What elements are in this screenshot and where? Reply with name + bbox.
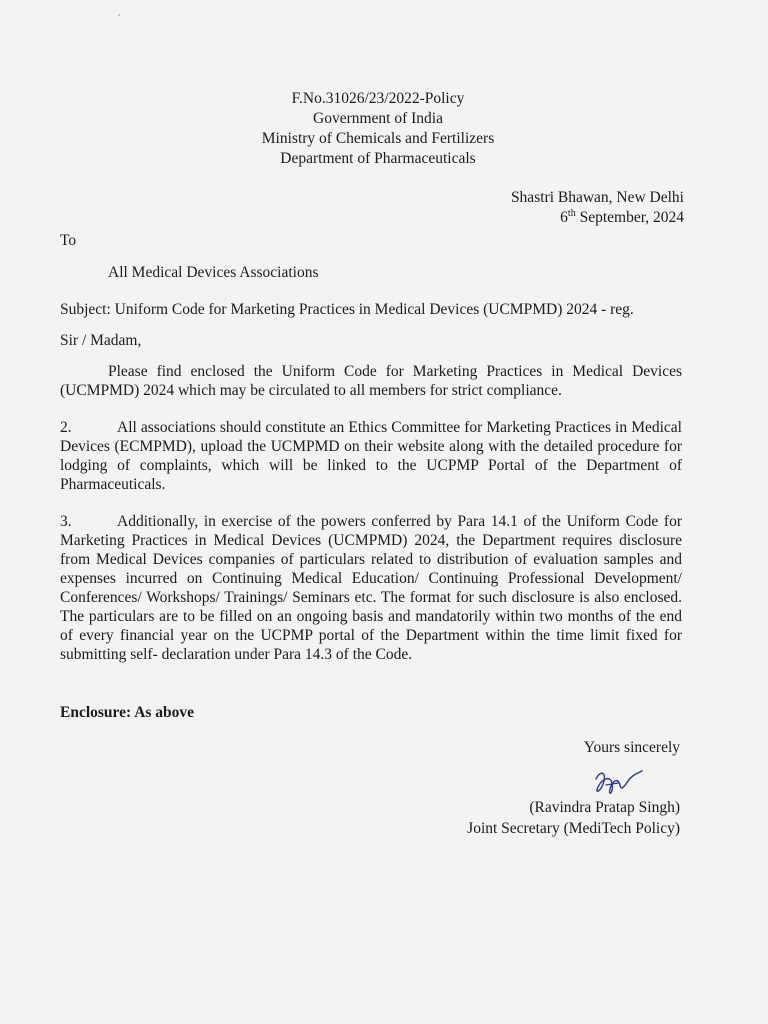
file-number: F.No.31026/23/2022-Policy	[291, 90, 465, 107]
paragraph-3	[60, 512, 682, 664]
scan-speck	[118, 14, 120, 16]
to-label: To	[60, 232, 77, 249]
paragraph-2-number: 2.	[60, 419, 72, 436]
paragraph-2-text: All associations should constitute an Ethics Committee for Marketing Practices in Medical Devices (ECMPMD), upload the UCMPMD on their website along with the detailed procedure for lodging of complaints, which will be linked to the UCPMP Portal of the Department of Pharmaceuticals.	[60, 419, 682, 493]
ministry-line: Ministry of Chemicals and Fertilizers	[261, 130, 495, 147]
paragraph-1: Please find enclosed the Uniform Code for Marketing Practices in Medical Devices (UCMPMD) 2024 which may be circulated to all members for strict compliance.	[60, 363, 682, 399]
department-line: Department of Pharmaceuticals	[280, 150, 476, 167]
letter-header	[0, 89, 768, 169]
location: Shastri Bhawan, New Delhi	[510, 189, 684, 206]
signer-block	[467, 797, 680, 839]
letter-date	[511, 208, 684, 228]
paragraph-3-text: Additionally, in exercise of the powers conferred by Para 14.1 of the Uniform Code for Marketing Practices in Medical Devices (UCMPMD) 2024, the Department requires disclosure from Medical Devices companies of particulars related to distribution of evaluation samples and expenses incurred on Continuing Medical Education/ Continuing Professional Development/ Conferences/ Workshops/ Trainings/ Seminars etc. The format for such disclosure is also enclosed. The particulars are to be filled on an ongoing basis and mandatorily within two months of the end of every financial year on the UCPMP portal of the Department within the time limit fixed for submitting self- declaration under Para 14.3 of the Code.	[60, 513, 682, 663]
addressee: All Medical Devices Associations	[108, 264, 319, 281]
place-and-date	[511, 188, 684, 228]
subject-line: Subject: Uniform Code for Marketing Practices in Medical Devices (UCMPMD) 2024 - reg.	[60, 301, 634, 318]
salutation: Sir / Madam,	[60, 332, 142, 349]
signer-name: (Ravindra Pratap Singh)	[529, 799, 680, 816]
date-rest: September, 2024	[575, 209, 684, 226]
enclosure-note: Enclosure: As above	[60, 704, 195, 721]
closing: Yours sincerely	[583, 739, 680, 756]
paragraph-3-number: 3.	[60, 513, 72, 530]
date-day: 6	[560, 209, 568, 226]
signer-designation: Joint Secretary (MediTech Policy)	[467, 820, 680, 837]
paragraph-2	[60, 418, 682, 494]
government-line: Government of India	[313, 110, 443, 127]
date-suffix: th	[567, 207, 576, 219]
